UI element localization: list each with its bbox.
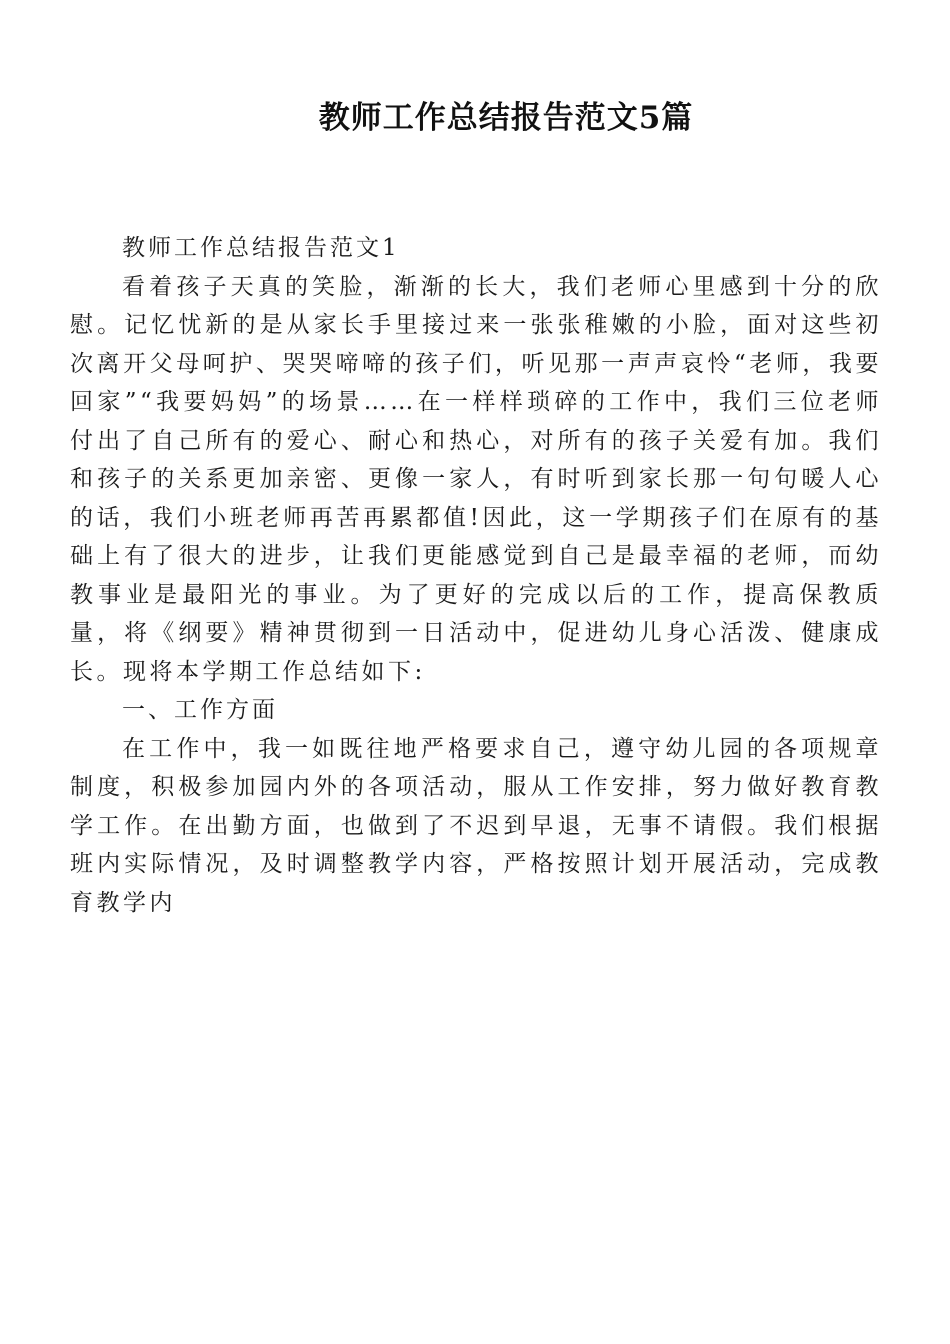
section-heading-work: 一、工作方面 (122, 697, 278, 723)
work-paragraph: 在工作中，我一如既往地严格要求自己，遵守幼儿园的各项规章制度，积极参加园内外的各项活动，服从工作安排，努力做好教育教学工作。在出勤方面，也做到了不迟到早退，无事不请假。我们根据班内实际情况，及时调整教学内容，严格按照计划开展活动，完成教育教学内 (70, 735, 882, 916)
document-body (70, 229, 882, 922)
article-heading: 教师工作总结报告范文1 (122, 235, 400, 261)
document-title: 教师工作总结报告范文5篇 (318, 100, 694, 136)
intro-paragraph: 看着孩子天真的笑脸，渐渐的长大，我们老师心里感到十分的欣慰。记忆忧新的是从家长手里接过来一张张稚嫩的小脸，面对这些初次离开父母呵护、哭哭啼啼的孩子们，听见那一声声哀怜“老师，我要回家”“我要妈妈”的场景……在一样样琐碎的工作中，我们三位老师付出了自己所有的爱心、耐心和热心，对所有的孩子关爱有加。我们和孩子的关系更加亲密、更像一家人，有时听到家长那一句句暖人心的话，我们小班老师再苦再累都值!因此，这一学期孩子们在原有的基础上有了很大的进步，让我们更能感觉到自己是最幸福的老师，而幼教事业是最阳光的事业。为了更好的完成以后的工作，提高保教质量，将《纲要》精神贯彻到一日活动中，促进幼儿身心活泼、健康成长。现将本学期工作总结如下: (70, 273, 882, 685)
